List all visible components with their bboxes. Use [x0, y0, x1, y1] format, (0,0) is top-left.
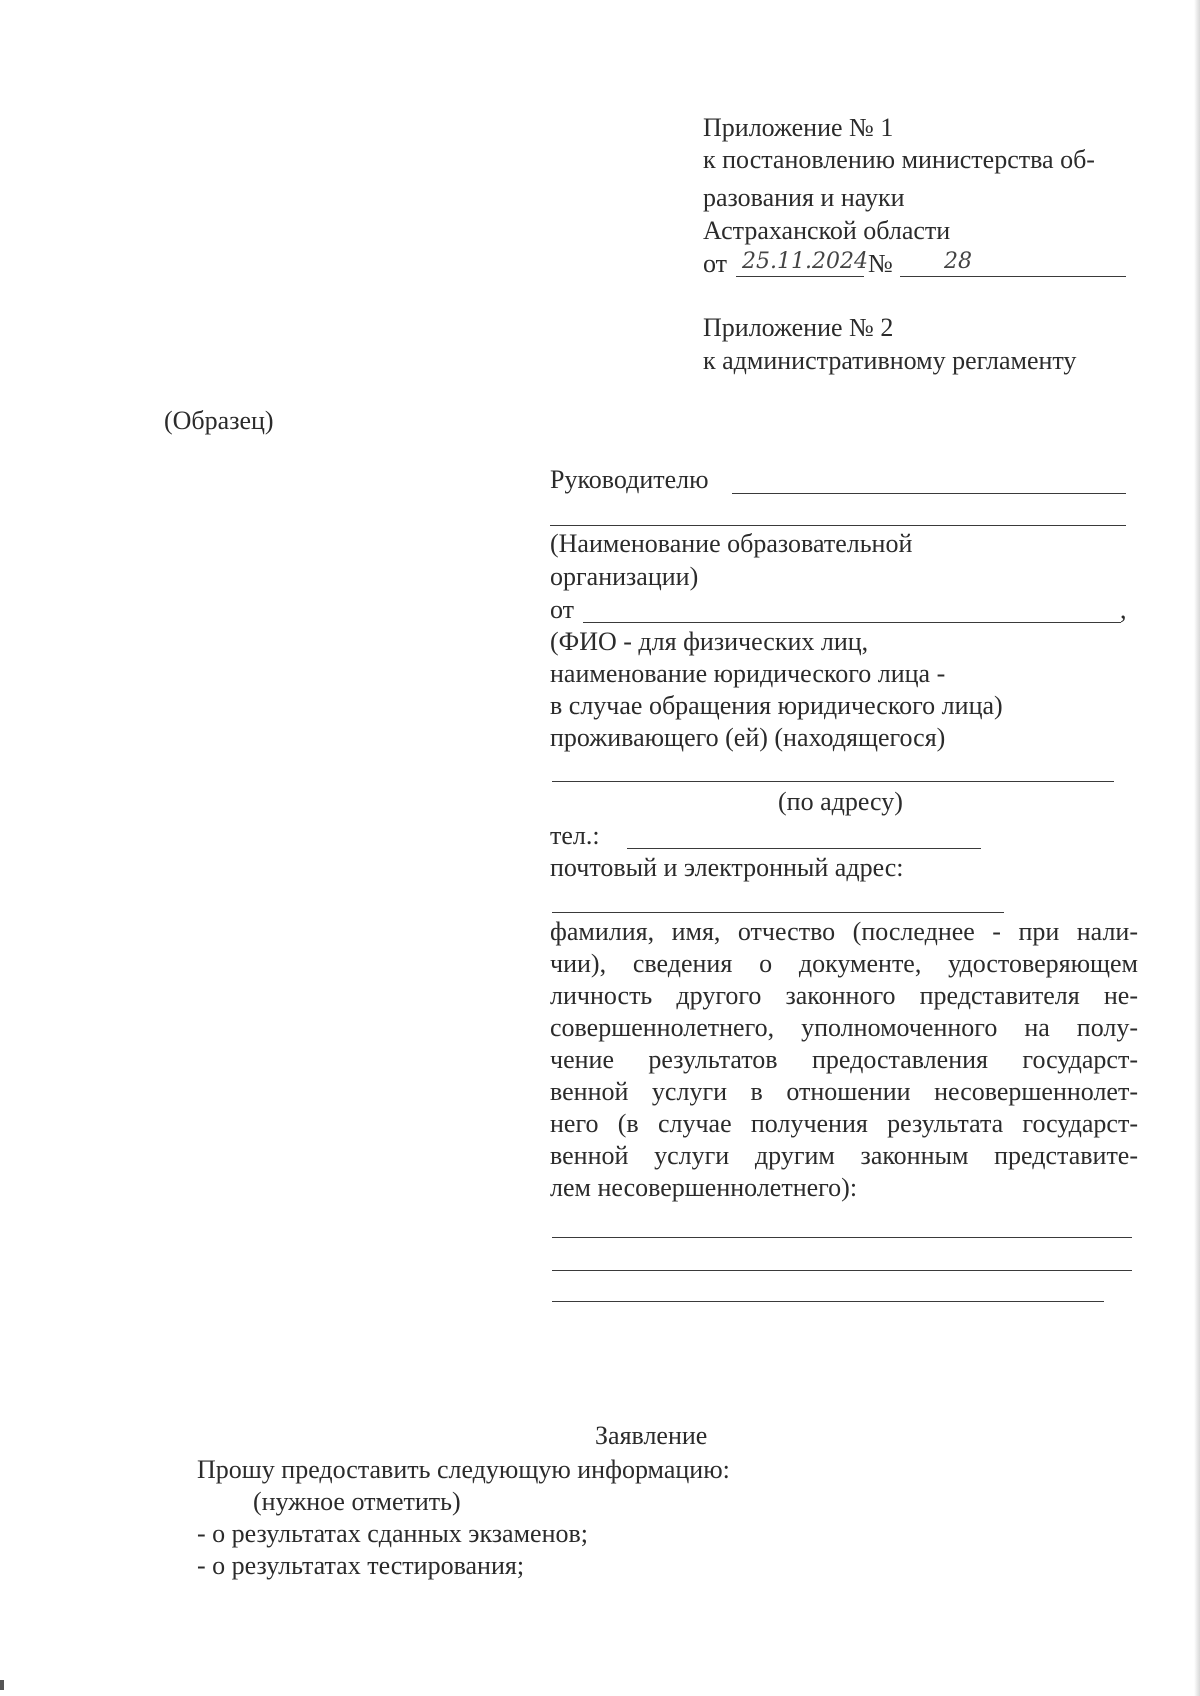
from-label: от: [550, 595, 575, 624]
org-name-line[interactable]: [550, 525, 1126, 526]
fio-hint-line3: в случае обращения юридического лица): [550, 691, 1003, 720]
head-label: Руководителю: [550, 465, 709, 494]
appendix2-line2: к административному регламенту: [703, 346, 1077, 375]
representative-line-1[interactable]: [552, 1237, 1132, 1238]
paragraph-line: лем несовершеннолетнего):: [550, 1173, 858, 1202]
option-testing[interactable]: - о результатах тестирования;: [197, 1551, 525, 1580]
representative-paragraph: [550, 916, 1138, 1204]
fio-hint-line1: (ФИО - для физических лиц,: [550, 627, 869, 656]
option-exams[interactable]: - о результатах сданных экзаменов;: [197, 1519, 588, 1548]
org-hint-line2: организации): [550, 562, 699, 591]
paragraph-line: фамилия, имя, отчество (последнее - при нали-: [550, 917, 1138, 946]
number-underline: [900, 276, 1126, 277]
paragraph-line: совершеннолетнего, уполномоченного на полу-: [550, 1013, 1138, 1042]
org-hint-line1: (Наименование образовательной: [550, 529, 913, 558]
appendix1-line3: разования и науки: [703, 183, 905, 212]
postal-line[interactable]: [552, 912, 1004, 913]
residing-label: проживающего (ей) (находящегося): [550, 723, 946, 752]
from-comma: ,: [1120, 595, 1127, 624]
page-edge-shadow: [1194, 0, 1200, 1696]
paragraph-line: венной услуги в отношении несовершеннолет-: [550, 1077, 1138, 1106]
request-text: Прошу предоставить следующую информацию:: [197, 1455, 730, 1484]
address-line[interactable]: [552, 781, 1114, 782]
mark-hint: (нужное отметить): [253, 1487, 461, 1516]
sample-label: (Образец): [164, 406, 274, 435]
statement-title: Заявление: [595, 1421, 708, 1450]
appendix2-line1: Приложение № 2: [703, 313, 894, 342]
number-sign: №: [868, 249, 893, 278]
head-name-line[interactable]: [732, 493, 1126, 494]
appendix1-line2: к постановлению министерства об-: [703, 145, 1095, 174]
appendix1-line1: Приложение № 1: [703, 113, 894, 142]
fio-hint-line2: наименование юридического лица -: [550, 659, 946, 688]
scan-corner-mark: [0, 1680, 4, 1690]
handwritten-date: 25.11.2024: [742, 249, 868, 274]
paragraph-line: личность другого законного представителя не-: [550, 981, 1138, 1010]
postal-label: почтовый и электронный адрес:: [550, 853, 904, 882]
appendix1-line4: Астраханской области: [703, 216, 951, 245]
paragraph-line: венной услуги другим законным представите-: [550, 1141, 1138, 1170]
handwritten-number: 28: [944, 249, 972, 274]
paragraph-line: него (в случае получения результата государст-: [550, 1109, 1138, 1138]
representative-line-3[interactable]: [552, 1301, 1104, 1302]
date-prefix: от: [703, 249, 728, 278]
representative-line-2[interactable]: [552, 1270, 1132, 1271]
address-hint: (по адресу): [778, 787, 903, 816]
paragraph-line: чение результатов предоставления государст-: [550, 1045, 1138, 1074]
phone-label: тел.:: [550, 821, 600, 850]
from-line[interactable]: [583, 622, 1121, 623]
paragraph-line: чии), сведения о документе, удостоверяющем: [550, 949, 1138, 978]
phone-line[interactable]: [627, 848, 981, 849]
